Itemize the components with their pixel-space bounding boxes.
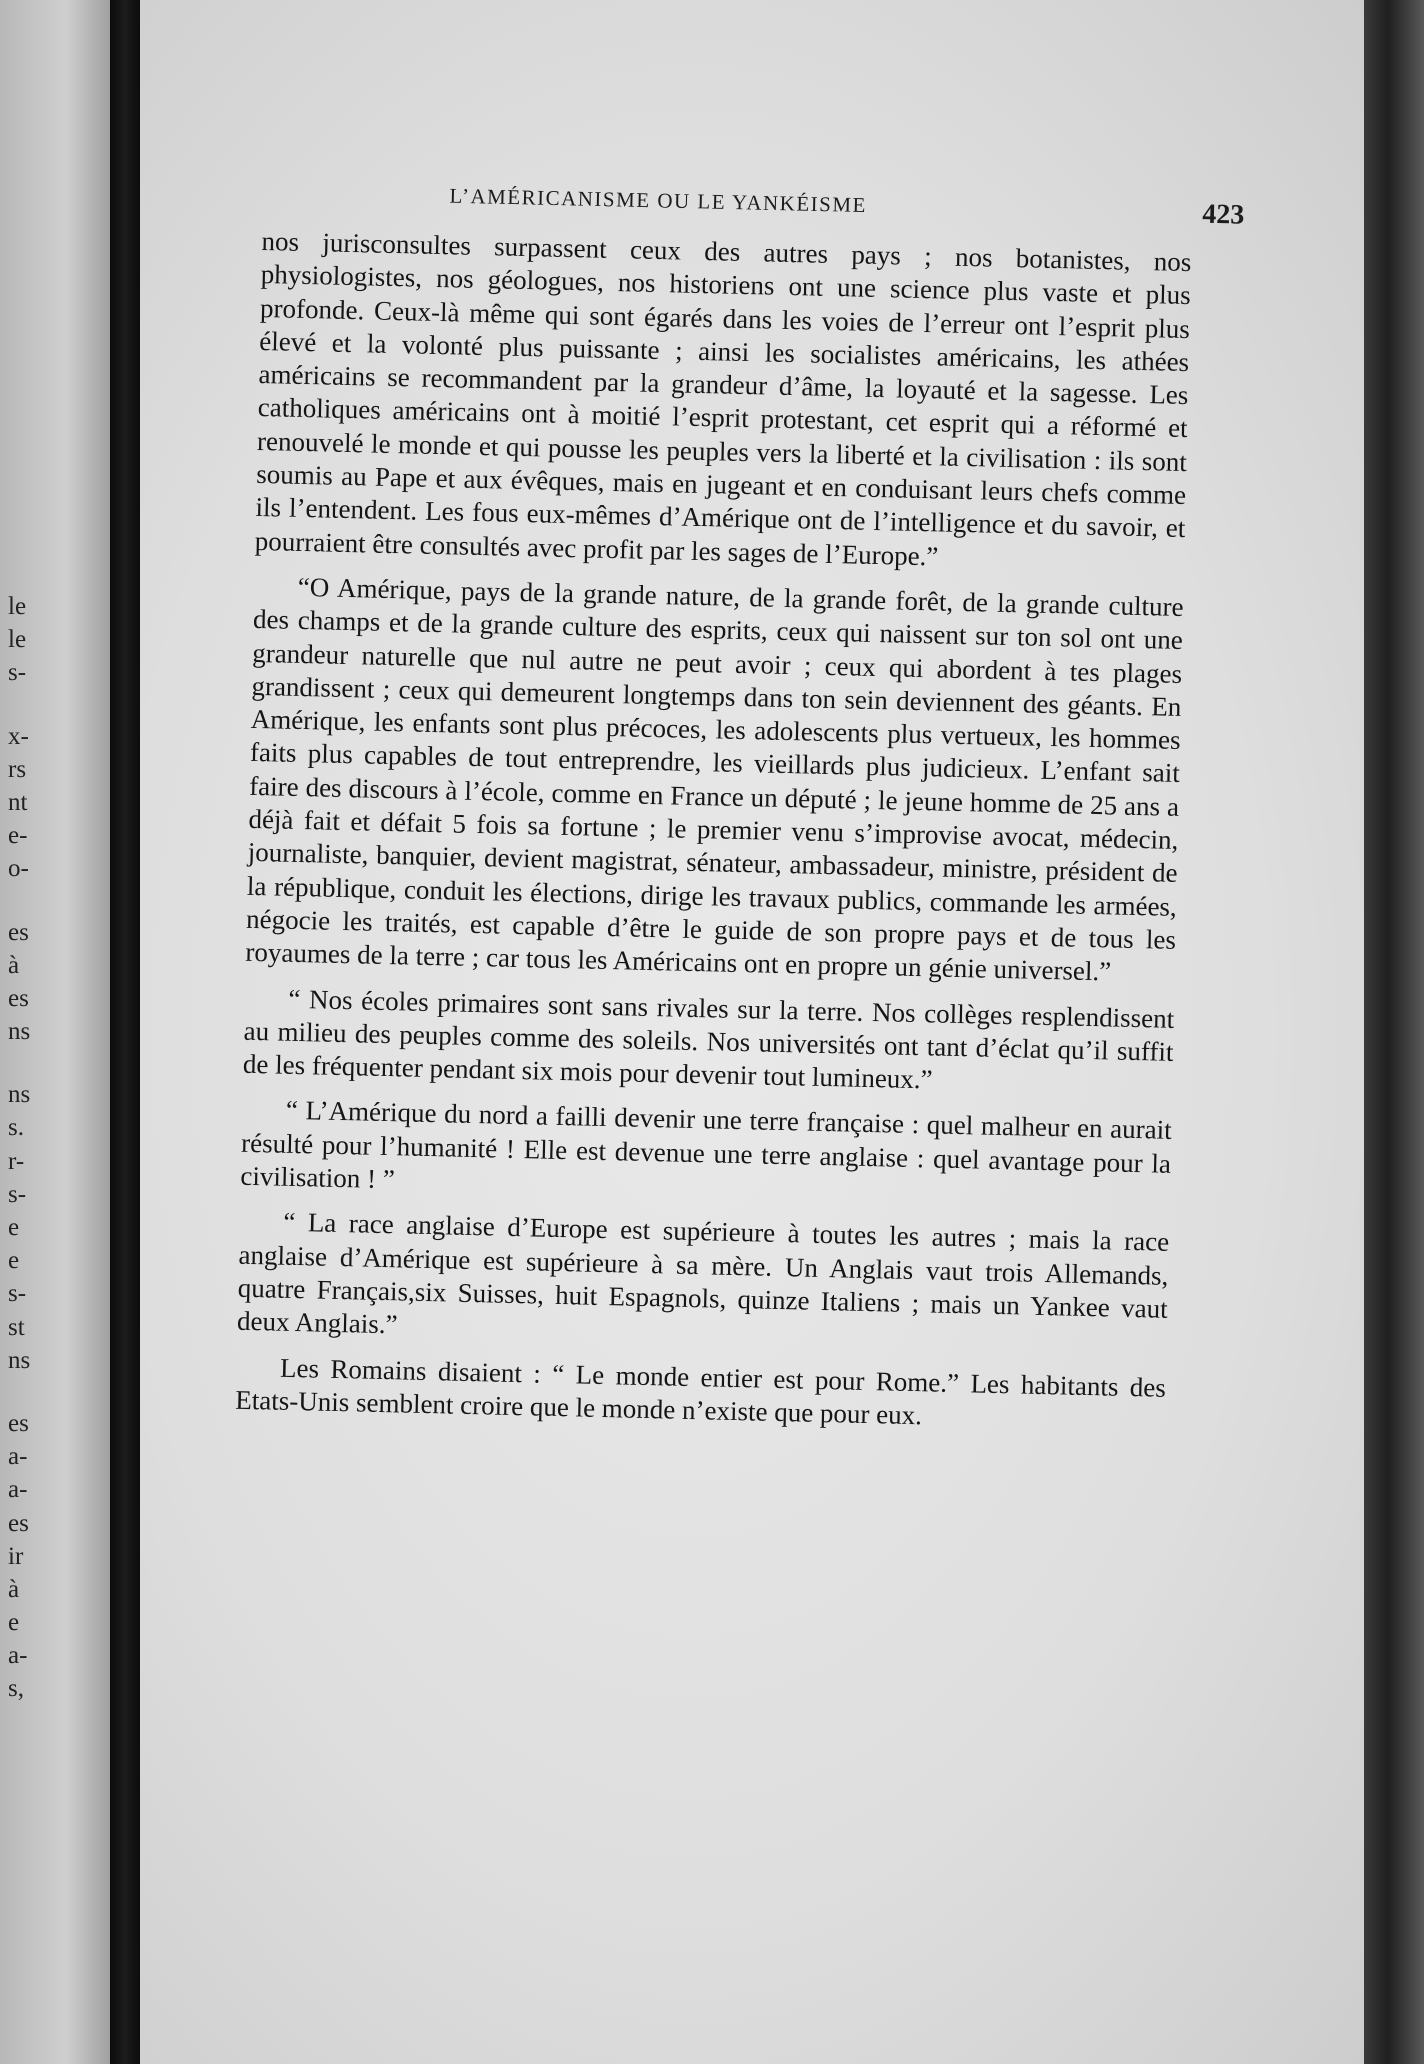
running-title: L’AMÉRICANISME OU LE YANKÉISME: [449, 183, 868, 218]
left-fragment: st: [8, 1313, 25, 1341]
left-fragment: a-: [8, 1642, 28, 1670]
left-fragment: e: [8, 1609, 20, 1637]
paragraph: “ La race anglaise d’Europe est supérieure à toutes les autres ; mais la race anglaise d’Amérique est supérieure à sa mère. Un Anglais vaut trois Allemands, quatre Français,six Suisses, huit Espagnols, quinze Italiens ; mais un Yankee vaut deux Anglais.”: [236, 1207, 1170, 1340]
book-gutter: [110, 0, 140, 2064]
left-fragment: e: [8, 1247, 20, 1275]
left-fragment: nt: [8, 788, 28, 816]
left-fragment: es: [8, 1509, 29, 1537]
left-fragment: r-: [8, 1147, 25, 1175]
page-edge: [1364, 0, 1424, 2064]
left-fragment: o-: [8, 855, 29, 883]
left-fragment: s.: [8, 1114, 24, 1142]
paragraph: Les Romains disaient : “ Le monde entier est pour Rome.” Les habitants des Etats-Unis semblent croire que le monde n’existe que pour eux.: [235, 1352, 1167, 1431]
left-fragment: s-: [8, 1180, 27, 1208]
paragraph: “O Amérique, pays de la grande nature, de la grande forêt, de la grande culture des champs et de la grande culture des esprits, ceux qui naissent sur ton sol ont une grandeur naturelle que nul autre ne peut avoir ; ceux qui abordent à tes plages grandissent ; ceux qui demeurent longtemps dans ton sein deviennent des géants. En Amérique, les enfants sont plus précoces, les adolescents plus vertueux, les hommes faits plus capables de tout entreprendre, les vieillards plus judicieux. L’enfant sait faire des discours à l’école, comme en France un député ; le jeune homme de 25 ans a déjà fait et défait 5 fois sa fortune ; le premier venu s’improvise avocat, médecin, journaliste, banquier, devient magistrat, sénateur, ambassadeur, ministre, président de la république, conduit les élections, dirige les travaux publics, commande les armées, négocie les traités, est capable d’être le guide de son propre pays et de tous les royaumes de la terre ; car tous les Américains ont en propre un génie universel.”: [245, 571, 1184, 987]
left-fragment: [8, 690, 108, 720]
left-fragment: ir: [8, 1542, 24, 1570]
paragraph: “ Nos écoles primaires sont sans rivales sur la terre. Nos collèges resplendissent au milieu des peuples comme des soleils. Nos universités ont tant d’éclat qu’il suffit de les fréquenter pendant six mois pour devenir tout lumineux.”: [242, 983, 1175, 1095]
left-fragment: [8, 1377, 108, 1407]
left-page-edge: [0, 0, 110, 2064]
left-fragment: rs: [8, 755, 27, 783]
left-fragment: ns: [8, 1346, 31, 1374]
left-fragment: e-: [8, 822, 28, 850]
left-fragment: ns: [8, 1018, 31, 1046]
paragraph: “ L’Amérique du nord a failli devenir une terre française : quel malheur en aurait résulté pour l’humanité ! Elle est devenue une terre anglaise : quel avantage pour la civilisation ! ”: [240, 1095, 1173, 1195]
left-fragment: es: [8, 984, 29, 1012]
left-fragment: [8, 886, 108, 916]
left-page-text-fragments: [8, 590, 108, 1706]
body-text: [235, 225, 1192, 1450]
left-fragment: a-: [8, 1443, 28, 1471]
left-fragment: le: [8, 626, 27, 654]
left-fragment: à: [8, 951, 20, 979]
left-fragment: ns: [8, 1081, 31, 1109]
left-fragment: le: [8, 593, 27, 620]
left-fragment: à: [8, 1575, 20, 1603]
left-fragment: es: [8, 918, 29, 946]
left-fragment: s-: [8, 659, 27, 687]
left-fragment: a-: [8, 1476, 28, 1504]
left-fragment: e: [8, 1214, 20, 1241]
left-fragment: es: [8, 1409, 29, 1437]
left-fragment: s,: [8, 1675, 24, 1703]
page-number: 423: [1202, 198, 1245, 231]
left-fragment: x-: [8, 722, 29, 750]
left-fragment: s-: [8, 1280, 27, 1308]
paragraph: nos jurisconsultes surpassent ceux des autres pays ; nos botanistes, nos physiologistes, nos géologues, nos historiens ont une science plus vaste et plus profonde. Ceux-là même qui sont égarés dans les voies de l’erreur ont l’esprit plus élevé et la volonté plus puissante ; ainsi les socialistes américains, les athées américains se recommandent par la grandeur d’âme, la loyauté et la sagesse. Les catholiques américains ont à moitié l’esprit protestant, cet esprit qui a réformé et renouvelé le monde et qui pousse les peuples vers la liberté et la civilisation : ils sont soumis au Pape et aux évêques, mais en jugeant et en conduisant leurs chefs comme ils l’entendent. Les fous eux-mêmes d’Amérique ont de l’intelligence et du savoir, et pourraient être consultés avec profit par les sages de l’Europe.”: [254, 225, 1192, 572]
left-fragment: [8, 1048, 108, 1078]
